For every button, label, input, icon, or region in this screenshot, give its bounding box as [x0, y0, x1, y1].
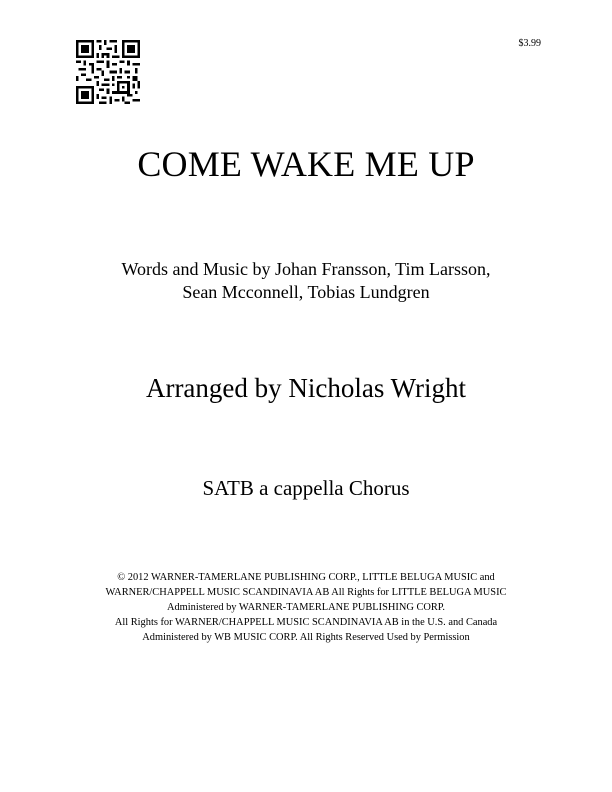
credits-line-1: Words and Music by Johan Fransson, Tim Larsson,	[121, 259, 491, 279]
qr-code-icon	[76, 40, 140, 104]
price-label: $3.99	[518, 38, 541, 49]
songwriter-credits	[60, 258, 552, 304]
copyright-line: WARNER/CHAPPELL MUSIC SCANDINAVIA AB All Rights for LITTLE BELUGA MUSIC	[105, 587, 507, 598]
copyright-line: All Rights for WARNER/CHAPPELL MUSIC SCANDINAVIA AB in the U.S. and Canada	[114, 617, 498, 628]
copyright-line: Administered by WB MUSIC CORP. All Rights Reserved Used by Permission	[142, 632, 470, 643]
copyright-notice	[40, 570, 572, 645]
song-title: COME WAKE ME UP	[137, 144, 475, 184]
copyright-line: Administered by WARNER-TAMERLANE PUBLISHING CORP.	[166, 602, 446, 613]
credits-line-2: Sean Mcconnell, Tobias Lundgren	[182, 282, 430, 302]
arranger-credit: Arranged by Nicholas Wright	[145, 373, 467, 403]
qr-code-graphic	[76, 40, 140, 104]
copyright-line: © 2012 WARNER-TAMERLANE PUBLISHING CORP., LITTLE BELUGA MUSIC and	[117, 572, 495, 583]
voicing-label: SATB a cappella Chorus	[202, 476, 410, 500]
